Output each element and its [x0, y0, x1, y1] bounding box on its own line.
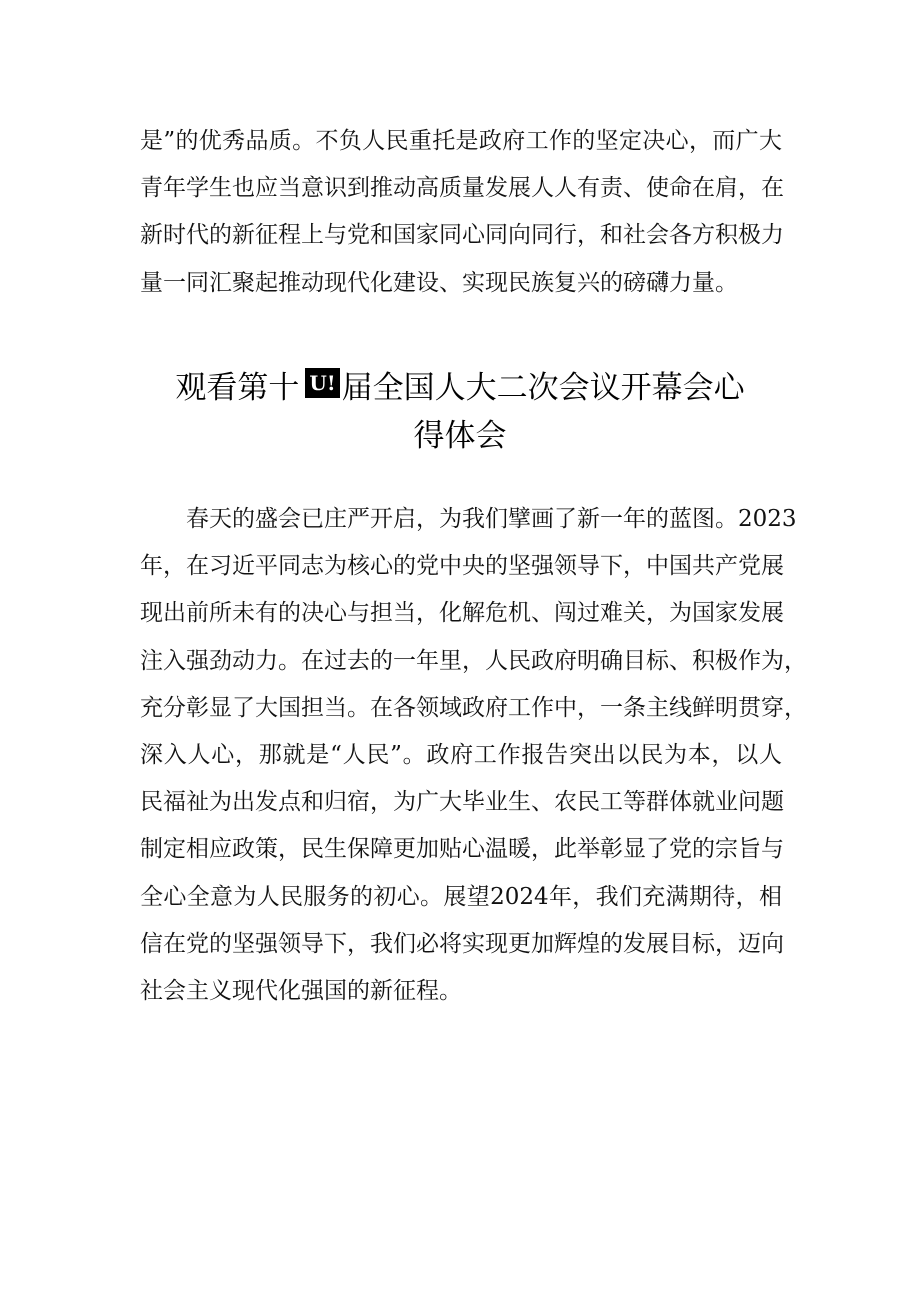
paragraph-line: 注入强劲动力。在过去的一年里，人民政府明确目标、积极作为， [140, 647, 807, 674]
paragraph-line: 全心全意为人民服务的初心。展望2024年，我们充满期待，相 [140, 883, 782, 910]
section-heading-line-2: 得体会 [413, 418, 507, 454]
paragraph-line: 年，在习近平同志为核心的党中央的坚强领导下，中国共产党展 [140, 553, 784, 580]
paragraph-line: 春天的盛会已庄严开启，为我们擘画了新一年的蓝图。2023 [186, 506, 797, 532]
paragraph-line: 青年学生也应当意识到推动高质量发展人人有责、使命在肩，在 [140, 175, 784, 202]
intro-paragraph [140, 118, 782, 307]
paragraph-line: 是”的优秀品质。不负人民重托是政府工作的坚定决心，而广大 [140, 128, 782, 154]
garbled-glyph: U! [305, 368, 339, 398]
paragraph-line: 制定相应政策，民生保障更加贴心温暖，此举彰显了党的宗旨与 [140, 836, 784, 863]
paragraph-line: 量一同汇聚起推动现代化建设、实现民族复兴的磅礴力量。 [140, 269, 738, 296]
heading-text-end: 届全国人大二次会议开幕会心 [341, 370, 745, 406]
section-heading [0, 362, 920, 407]
body-paragraph [140, 496, 807, 1015]
paragraph-line: 信在党的坚强领导下，我们必将实现更加辉煌的发展目标，迈向 [140, 930, 784, 957]
paragraph-line: 民福祉为出发点和归宿，为广大毕业生、农民工等群体就业问题 [140, 789, 784, 816]
paragraph-line: 新时代的新征程上与党和国家同心同向同行，和社会各方积极力 [140, 222, 784, 249]
paragraph-line: 充分彰显了大国担当。在各领域政府工作中，一条主线鲜明贯穿， [140, 694, 807, 721]
heading-text-start: 观看第十 [175, 370, 300, 406]
paragraph-line: 现出前所未有的决心与担当，化解危机、闯过难关，为国家发展 [140, 600, 784, 627]
paragraph-line: 深入人心，那就是“人民”。政府工作报告突出以民为本，以人 [140, 741, 782, 768]
paragraph-line: 社会主义现代化强国的新征程。 [140, 977, 462, 1004]
